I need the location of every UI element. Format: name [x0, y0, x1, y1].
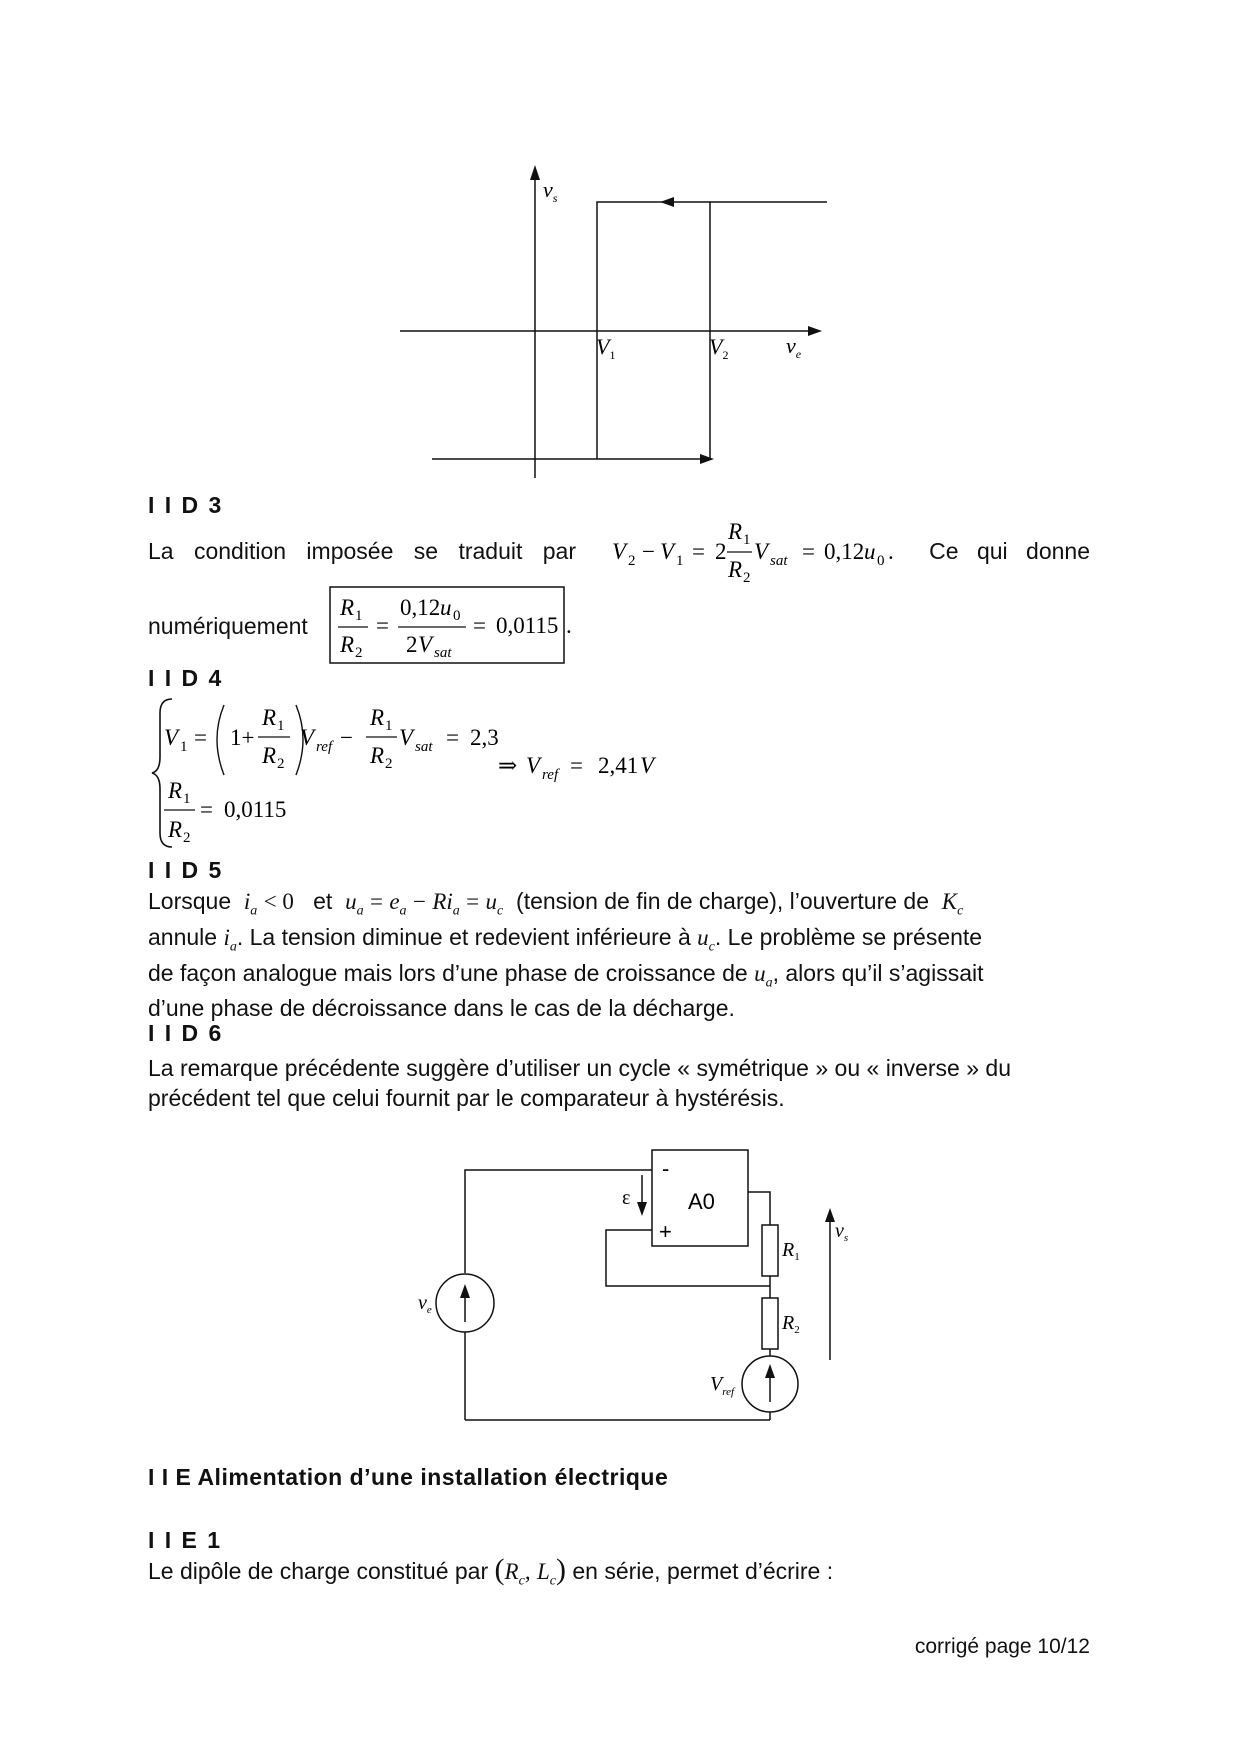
svg-text:2: 2: [355, 645, 363, 661]
svg-text:=: =: [802, 539, 815, 564]
d3-equation: [612, 515, 922, 583]
resistor-r1: [762, 1225, 778, 1276]
ve-arrow-head: [460, 1284, 470, 1298]
svg-text:R: R: [728, 557, 743, 582]
svg-text:−: −: [642, 539, 655, 564]
d3-text-a: La condition imposée se traduit par: [148, 538, 576, 564]
e1-line: Le dipôle de charge constitué par ($R_c$, $L_c$) en série, permet d’écrire :: [148, 1553, 834, 1589]
d5-line-3: de façon analogue mais lors d’une phase de croissance de $u_a$, alors qu’il s’agissait: [148, 960, 984, 991]
svg-text:R: R: [370, 705, 385, 730]
axis-y-label: $v_s$: [543, 177, 558, 205]
svg-text:R: R: [340, 632, 355, 657]
svg-text:⇒: ⇒: [498, 753, 518, 778]
svg-text:V: V: [300, 725, 315, 750]
svg-text:2: 2: [715, 539, 727, 564]
arrow-right: [700, 454, 714, 464]
opamp-plus: +: [659, 1219, 672, 1244]
svg-text:R: R: [168, 817, 183, 842]
svg-text:2: 2: [385, 756, 393, 772]
svg-text:R: R: [262, 705, 277, 730]
hysteresis-graph: [0, 0, 1240, 500]
svg-text:=: =: [200, 797, 213, 822]
svg-text:1: 1: [676, 553, 684, 569]
wire-minus: [465, 1170, 652, 1273]
v1-label: $V_1$: [596, 334, 616, 362]
svg-text:V: V: [526, 753, 541, 778]
epsilon-label: ε: [622, 1187, 631, 1209]
svg-text:0,12: 0,12: [400, 595, 441, 620]
svg-text:2: 2: [183, 830, 191, 846]
heading-e1: I I E 1: [148, 1527, 223, 1553]
svg-text:R: R: [370, 743, 385, 768]
d5-line-1: Lorsque $i_a < 0$ et $u_a = e_a - Ri_a = u_c$ (tension de fin de charge), l’ouverture de $K_c$: [148, 888, 964, 919]
svg-text:=: =: [376, 613, 389, 638]
resistor-r2: [762, 1298, 778, 1349]
y-axis-arrow: [530, 165, 540, 180]
svg-text:−: −: [340, 725, 353, 750]
svg-text:1: 1: [183, 791, 191, 807]
svg-text:1: 1: [355, 608, 363, 624]
svg-text:V: V: [754, 539, 769, 564]
svg-text:=: =: [570, 753, 583, 778]
svg-text:.: .: [566, 613, 572, 638]
d6-line-2: précédent tel que celui fournit par le comparateur à hystérésis.: [148, 1085, 785, 1111]
circuit-diagram: [0, 1130, 1240, 1430]
page-footer: corrigé page 10/12: [914, 1635, 1090, 1658]
ve-label: $v_e$: [418, 1292, 432, 1316]
r1-label: $R_1$: [782, 1239, 800, 1263]
v2-label: $V_2$: [709, 334, 729, 362]
svg-text:0,12: 0,12: [824, 539, 865, 564]
svg-text:0: 0: [453, 608, 461, 624]
svg-text:2: 2: [628, 553, 636, 569]
svg-text:0: 0: [877, 553, 885, 569]
svg-text:u: u: [440, 595, 452, 620]
svg-text:V: V: [418, 632, 433, 657]
svg-text:=: =: [473, 613, 486, 638]
svg-text:ref: ref: [542, 767, 559, 783]
svg-text:0,0115: 0,0115: [224, 797, 287, 822]
heading-d3: I I D 3: [148, 492, 224, 518]
heading-e: I I E Alimentation d’une installation électrique: [148, 1464, 669, 1490]
svg-text:.: .: [888, 539, 894, 564]
x-axis-arrow: [808, 326, 822, 336]
heading-d5: I I D 5: [148, 857, 224, 883]
d3-text-c: numériquement: [148, 613, 308, 639]
svg-text:=: =: [446, 725, 459, 750]
svg-text:sat: sat: [770, 553, 788, 569]
opamp-label: A0: [688, 1189, 715, 1214]
svg-text:0,0115: 0,0115: [496, 613, 559, 638]
heading-d6: I I D 6: [148, 1020, 224, 1046]
svg-text:V: V: [399, 725, 414, 750]
vref-label: $V_{ref}$: [710, 1373, 735, 1398]
svg-text:V: V: [612, 539, 627, 564]
svg-text:1: 1: [743, 532, 751, 548]
d5-line-2: annule $i_a$. La tension diminue et redevient inférieure à $u_c$. Le problème se présente: [148, 924, 983, 955]
svg-text:V: V: [640, 753, 655, 778]
svg-text:R: R: [262, 743, 277, 768]
svg-text:u: u: [864, 539, 876, 564]
d4-system: [150, 695, 710, 850]
wire-plus-feedback: [606, 1230, 770, 1286]
svg-text:1+: 1+: [230, 725, 255, 750]
svg-text:V: V: [660, 539, 675, 564]
arrow-left: [660, 197, 674, 207]
vs-label: $v_s$: [835, 1220, 849, 1244]
epsilon-arrow-head: [637, 1202, 647, 1216]
svg-text:sat: sat: [434, 645, 452, 661]
vs-arrow-head: [825, 1208, 835, 1222]
svg-text:2: 2: [277, 756, 285, 772]
svg-text:ref: ref: [316, 739, 333, 755]
svg-text:2,41: 2,41: [598, 753, 639, 778]
svg-text:R: R: [168, 778, 183, 803]
vref-arrow-head: [765, 1364, 775, 1378]
r2-label: $R_2$: [782, 1312, 800, 1336]
axis-x-label: $v_e$: [786, 333, 802, 361]
svg-text:=: =: [194, 725, 207, 750]
svg-text:R: R: [728, 519, 743, 544]
svg-text:1: 1: [180, 739, 188, 755]
svg-text:=: =: [692, 539, 705, 564]
d3-boxed-result: [328, 585, 573, 665]
svg-text:2: 2: [743, 570, 751, 583]
svg-text:V: V: [164, 725, 179, 750]
svg-text:2,3: 2,3: [470, 725, 499, 750]
d6-line-1: La remarque précédente suggère d’utiliser un cycle « symétrique » ou « inverse » du: [148, 1055, 1011, 1081]
svg-text:sat: sat: [415, 739, 433, 755]
svg-text:2: 2: [406, 632, 418, 657]
heading-d4: I I D 4: [148, 665, 224, 691]
opamp-minus: -: [662, 1156, 670, 1181]
svg-text:1: 1: [385, 718, 393, 734]
svg-text:R: R: [340, 595, 355, 620]
d5-line-4: d’une phase de décroissance dans le cas de la décharge.: [148, 995, 735, 1021]
d3-text-b: Ce qui donne: [929, 538, 1090, 564]
svg-text:1: 1: [277, 718, 285, 734]
